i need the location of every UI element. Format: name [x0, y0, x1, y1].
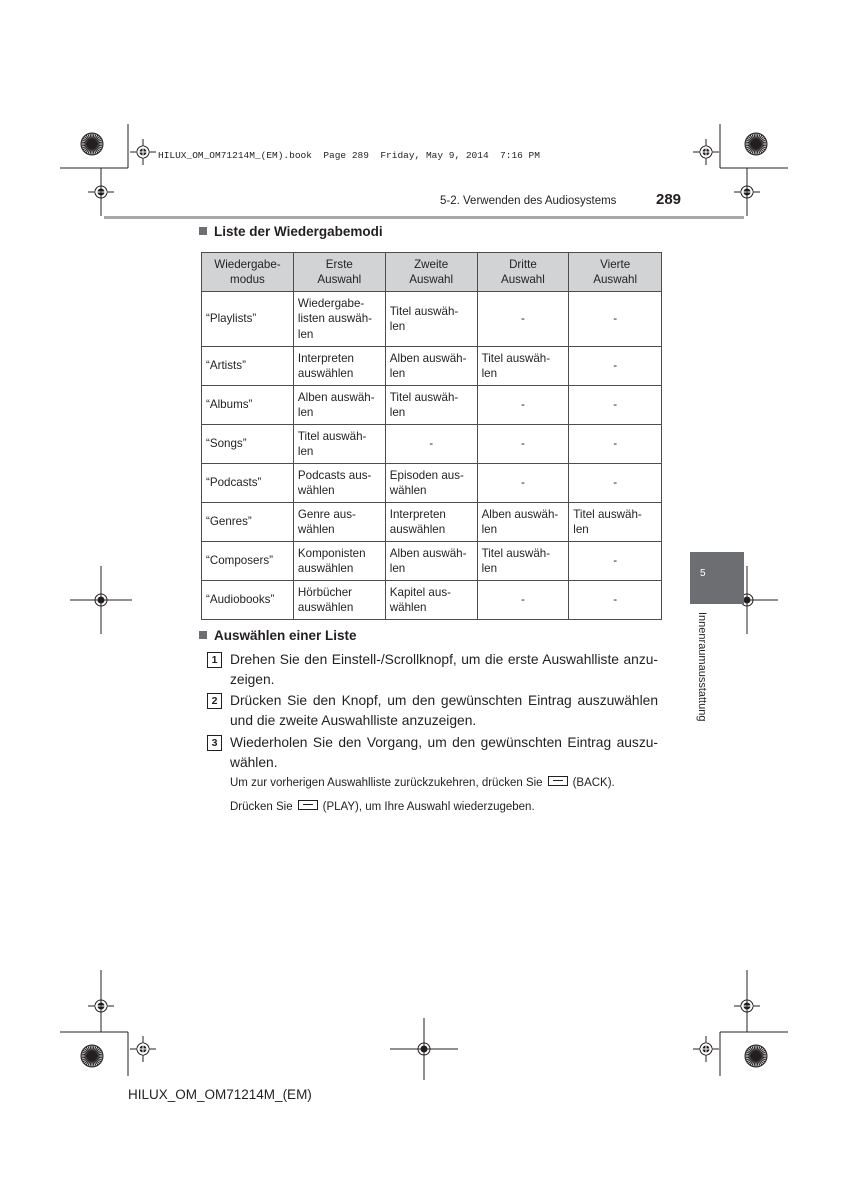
selection-cell: Wiedergabe- listen auswäh- len [293, 292, 385, 347]
selection-cell: Titel auswäh- len [569, 503, 662, 542]
selection-cell: - [477, 581, 569, 620]
column-header: Dritte Auswahl [477, 253, 569, 292]
selection-cell: Interpreten auswählen [293, 347, 385, 386]
note-play: Drücken Sie (PLAY), um Ihre Auswahl wiederzugeben. [230, 801, 535, 813]
mode-cell: “Audiobooks” [202, 581, 294, 620]
footer-book-id: HILUX_OM_OM71214M_(EM) [128, 1087, 312, 1102]
section-title: 5-2. Verwenden des Audiosystems [440, 195, 617, 207]
note-back: Um zur vorherigen Auswahlliste zurückzukehren, drücken Sie (BACK). [230, 777, 615, 789]
mode-cell: “Genres” [202, 503, 294, 542]
mode-cell: “Albums” [202, 386, 294, 425]
column-header: Vierte Auswahl [569, 253, 662, 292]
table-row [202, 503, 662, 542]
selection-cell: - [385, 425, 477, 464]
selection-cell: Alben auswäh- len [385, 347, 477, 386]
selection-cell: - [569, 581, 662, 620]
table-row [202, 347, 662, 386]
mode-cell: “Podcasts” [202, 464, 294, 503]
column-header: Zweite Auswahl [385, 253, 477, 292]
playback-modes-heading: Liste der Wiedergabemodi [199, 224, 383, 239]
table-row [202, 581, 662, 620]
selection-cell: Episoden aus- wählen [385, 464, 477, 503]
header-rule [104, 216, 744, 219]
selection-cell: Alben auswäh- len [477, 503, 569, 542]
column-header: Erste Auswahl [293, 253, 385, 292]
selection-cell: Hörbücher auswählen [293, 581, 385, 620]
chapter-tab [690, 552, 744, 604]
square-bullet-icon [199, 631, 207, 639]
table-row [202, 386, 662, 425]
step-text: Drehen Sie den Einstell-/Scrollknopf, um die erste Auswahlliste anzu-zeigen. [230, 652, 658, 687]
selection-cell: - [477, 386, 569, 425]
selection-cell: - [569, 386, 662, 425]
step-text: Drücken Sie den Knopf, um den gewünschten Eintrag auszuwählen und die zweite Auswahlliste anzuzeigen. [230, 693, 658, 728]
square-bullet-icon [199, 227, 207, 235]
selection-cell: Kapitel aus- wählen [385, 581, 477, 620]
step-number: 3 [207, 735, 222, 751]
table-row [202, 425, 662, 464]
selection-cell: - [569, 347, 662, 386]
step-number: 2 [207, 693, 222, 709]
selection-cell: Genre aus- wählen [293, 503, 385, 542]
table-row [202, 464, 662, 503]
mode-cell: “Playlists” [202, 292, 294, 347]
selection-cell: Alben auswäh- len [385, 542, 477, 581]
selection-cell: Alben auswäh- len [293, 386, 385, 425]
selection-cell: Titel auswäh- len [385, 386, 477, 425]
step-3 [207, 733, 658, 772]
selection-cell: Interpreten auswählen [385, 503, 477, 542]
selection-cell: - [569, 292, 662, 347]
selection-cell: - [569, 464, 662, 503]
selection-cell: Titel auswäh- len [385, 292, 477, 347]
selection-cell: - [477, 425, 569, 464]
selection-cell: - [569, 542, 662, 581]
step-number: 1 [207, 652, 222, 668]
mode-cell: “Songs” [202, 425, 294, 464]
page-number: 289 [656, 191, 682, 208]
back-button-icon [548, 776, 568, 786]
selection-cell: - [477, 464, 569, 503]
selection-cell: - [477, 292, 569, 347]
play-button-icon [298, 800, 318, 810]
chapter-label: Innenraumausstattung [696, 612, 708, 722]
step-text: Wiederholen Sie den Vorgang, um den gewünschten Eintrag auszu-wählen. [230, 735, 658, 770]
selection-cell: Titel auswäh- len [477, 347, 569, 386]
table-header-row [202, 253, 662, 292]
selection-cell: Komponisten auswählen [293, 542, 385, 581]
table-row [202, 292, 662, 347]
chapter-number: 5 [700, 568, 706, 579]
selection-cell: Podcasts aus- wählen [293, 464, 385, 503]
step-2 [207, 691, 658, 730]
selection-cell: Titel auswäh- len [477, 542, 569, 581]
selection-cell: - [569, 425, 662, 464]
column-header: Wiedergabe- modus [202, 253, 294, 292]
print-info: HILUX_OM_OM71214M_(EM).book Page 289 Friday, May 9, 2014 7:16 PM [158, 150, 540, 161]
table-row [202, 542, 662, 581]
step-1 [207, 650, 658, 689]
mode-cell: “Artists” [202, 347, 294, 386]
selection-cell: Titel auswäh- len [293, 425, 385, 464]
mode-cell: “Composers” [202, 542, 294, 581]
select-list-heading: Auswählen einer Liste [199, 628, 357, 643]
playback-modes-table [201, 252, 662, 620]
